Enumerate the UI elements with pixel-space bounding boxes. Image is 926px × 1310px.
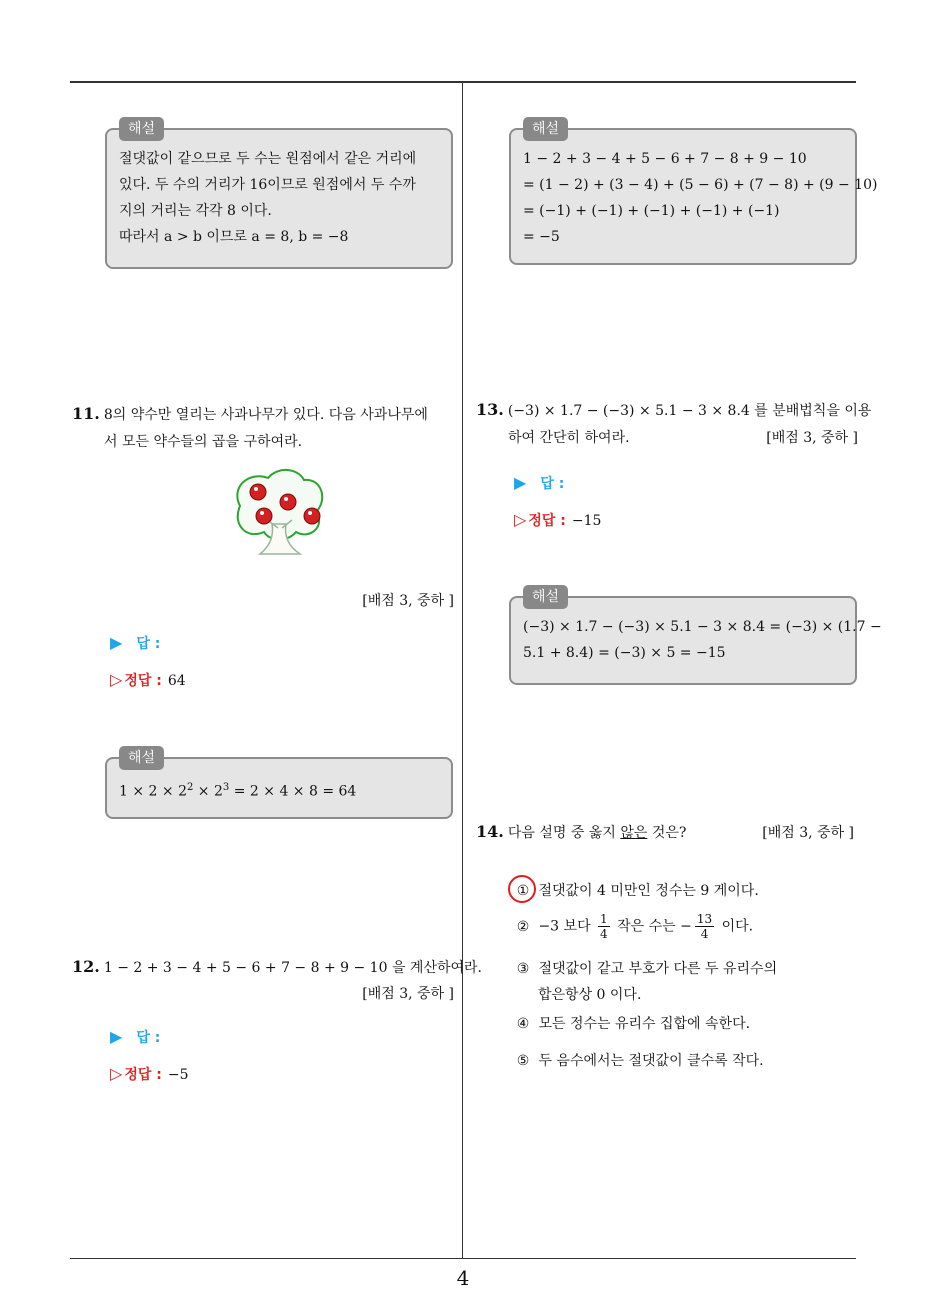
option-number: ④	[516, 1016, 530, 1032]
fraction-one-quarter: $\frac{1}{4}$	[600, 912, 608, 941]
answer-label: 답 :	[136, 636, 161, 652]
correct-arrow-icon: ▷	[110, 1064, 123, 1083]
option-number: ①	[516, 883, 530, 899]
solution-line: 5.1 + 8.4) = (−3) × 5 = −15	[523, 645, 726, 661]
q14-option-3[interactable]	[512, 956, 777, 1008]
q11-answer-row	[110, 633, 160, 653]
solution-line: $1 \times 2 \times 2^2 \times 2^3 = 2 \times 4 \times 8 = 64$	[119, 782, 357, 800]
option-text: 절댓값이 같고 부호가 다른 두 유리수의	[538, 961, 778, 977]
q14-option-2[interactable]	[512, 912, 753, 941]
answer-label: 답 :	[540, 476, 565, 492]
option-text: 이다.	[721, 918, 754, 935]
solution-line: 절댓값이 같으므로 두 수는 원점에서 같은 거리에	[119, 151, 417, 167]
q12-points: [배점 3, 중하 ]	[362, 986, 454, 1002]
solution-line: = (1 − 2) + (3 − 4) + (5 − 6) + (7 − 8) + (9 − 10)	[523, 177, 878, 193]
solution-tag: 해설	[119, 746, 164, 770]
q12-correct-row	[110, 1064, 188, 1084]
q13-solution-box	[509, 589, 882, 685]
solution-line: 지의 거리는 각각 8 이다.	[119, 203, 272, 219]
q14-text-before: 다음 설명 중 옳지	[507, 825, 621, 841]
solution-line: (−3) × 1.7 − (−3) × 5.1 − 3 × 8.4 = (−3) × (1.7 −	[523, 619, 882, 635]
q12-correct-value: −5	[167, 1067, 189, 1083]
q13-points: [배점 3, 중하 ]	[766, 430, 858, 446]
solution-tag: 해설	[119, 117, 164, 141]
q13-answer-row	[514, 473, 564, 493]
option-text: 작은 수는 −	[617, 918, 692, 935]
q10-solution-box	[105, 121, 453, 269]
q14-text-after: 것은?	[647, 825, 687, 841]
option-text: 두 음수에서는 절댓값이 클수록 작다.	[538, 1053, 764, 1069]
q11-correct-value: 64	[167, 673, 186, 689]
fraction-thirteen-quarters: $\frac{13}{4}$	[696, 912, 713, 941]
q12-answer-row	[110, 1027, 160, 1047]
q13-correct-row	[514, 510, 601, 530]
correct-label: 정답 :	[124, 673, 162, 689]
q14-number: 14.	[476, 822, 504, 841]
column-divider	[462, 82, 463, 1258]
q13-text-cont: 하여 간단히 하여라.	[508, 430, 630, 446]
q14-option-4[interactable]	[512, 1011, 750, 1037]
correct-label: 정답 :	[528, 513, 566, 529]
q11-text-cont: 서 모든 약수들의 곱을 구하여라.	[104, 434, 303, 450]
selected-circle-icon	[508, 875, 536, 903]
apple-tree-illustration	[230, 466, 328, 560]
q13-correct-value: −15	[571, 513, 602, 529]
answer-arrow-icon: ▶	[110, 1027, 123, 1046]
correct-label: 정답 :	[124, 1067, 162, 1083]
option-text: 절댓값이 4 미만인 정수는 9 게이다.	[538, 883, 759, 899]
q11-text: 8의 약수만 열리는 사과나무가 있다. 다음 사과나무에	[103, 407, 428, 423]
q14-option-1[interactable]	[512, 878, 759, 904]
bottom-rule	[70, 1258, 856, 1259]
page-number: 4	[456, 1266, 470, 1290]
q11-correct-row	[110, 670, 186, 690]
q11-question	[72, 400, 458, 456]
q12-text: 1 − 2 + 3 − 4 + 5 − 6 + 7 − 8 + 9 − 10 을 계산하여라.	[103, 960, 482, 976]
option-text: −3 보다	[538, 918, 591, 935]
q11-points: [배점 3, 중하 ]	[362, 593, 454, 609]
option-number: ③	[516, 961, 530, 977]
q11-number: 11.	[72, 404, 100, 423]
q14-text-underlined: 않은	[620, 825, 648, 841]
q13-text: (−3) × 1.7 − (−3) × 5.1 − 3 × 8.4 를 분배법칙을 이용	[507, 403, 872, 419]
solution-line: = −5	[523, 229, 560, 245]
q14-points: [배점 3, 중하 ]	[762, 825, 854, 841]
correct-arrow-icon: ▷	[514, 510, 527, 529]
q14-option-5[interactable]	[512, 1048, 764, 1074]
solution-tag: 해설	[523, 117, 568, 141]
solution-line: 따라서 a > b 이므로 a = 8, b = −8	[119, 229, 349, 245]
solution-line: 1 − 2 + 3 − 4 + 5 − 6 + 7 − 8 + 9 − 10	[523, 151, 807, 167]
q12-number: 12.	[72, 957, 100, 976]
option-number: ②	[516, 918, 530, 935]
answer-arrow-icon: ▶	[110, 633, 123, 652]
correct-arrow-icon: ▷	[110, 670, 123, 689]
option-number: ⑤	[516, 1053, 530, 1069]
answer-label: 답 :	[136, 1030, 161, 1046]
q11-solution-box	[105, 750, 453, 819]
q12-solution-box	[509, 121, 878, 265]
top-rule	[70, 81, 856, 83]
q12-question	[72, 953, 482, 982]
answer-arrow-icon: ▶	[514, 473, 527, 492]
option-text: 모든 정수는 유리수 집합에 속한다.	[538, 1016, 751, 1032]
solution-line: = (−1) + (−1) + (−1) + (−1) + (−1)	[523, 203, 780, 219]
option-text-cont: 합은항상 0 이다.	[538, 987, 642, 1003]
q13-number: 13.	[476, 400, 504, 419]
solution-line: 있다. 두 수의 거리가 16이므로 원점에서 두 수까	[119, 177, 416, 193]
solution-tag: 해설	[523, 585, 568, 609]
